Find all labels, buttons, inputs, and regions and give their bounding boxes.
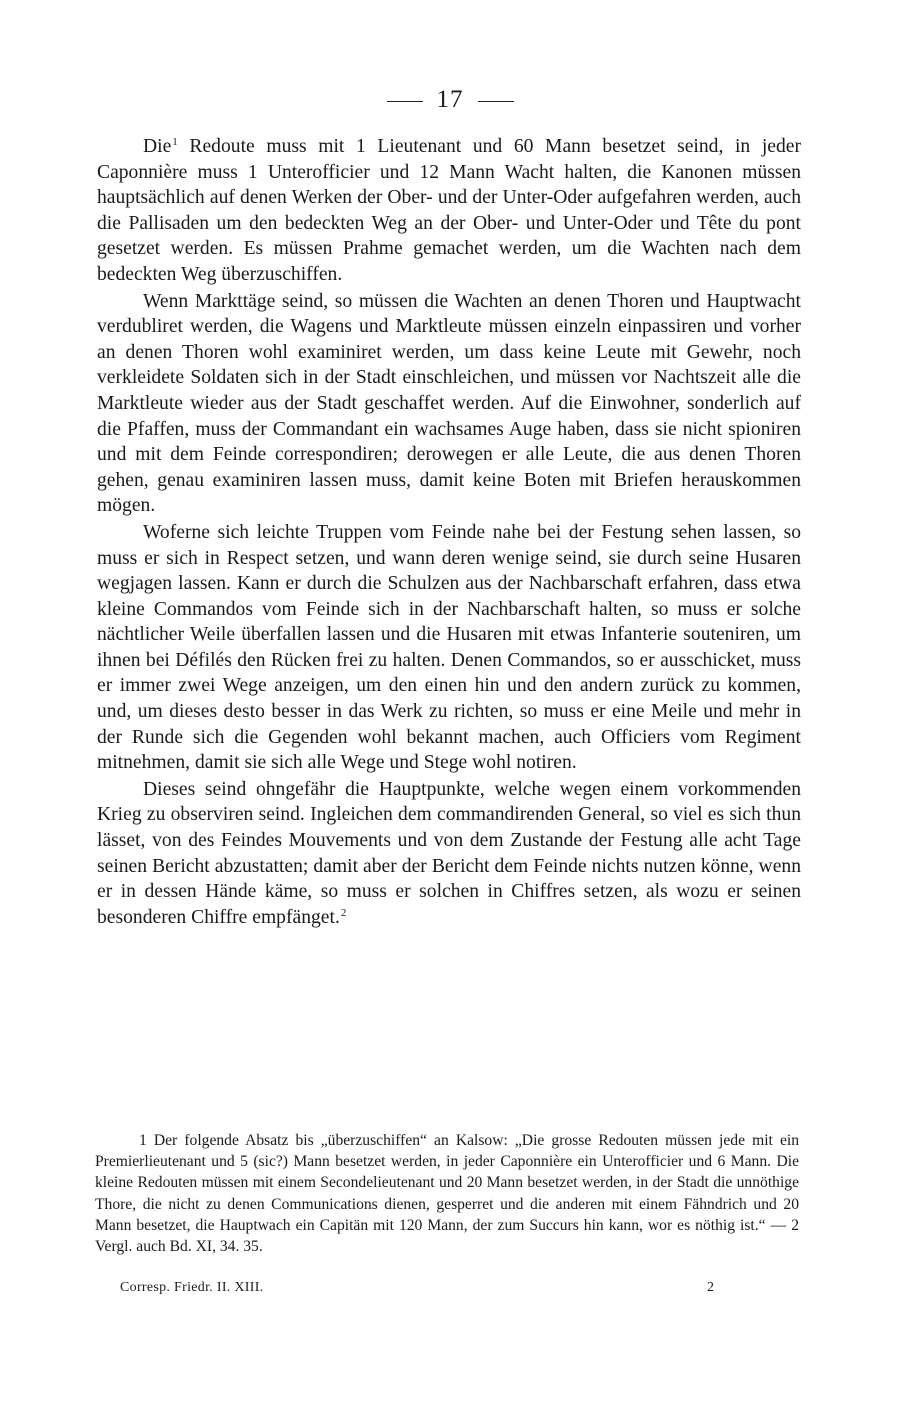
printer-signature: Corresp. Friedr. II. XIII. [120, 1280, 264, 1295]
paragraph-1-text: Redoute muss mit 1 Lieutenant und 60 Mann besetzet seind, in jeder Caponnière muss 1 Unterofficier und 12 Mann Wacht halten, die Kanonen müssen hauptsächlich auf denen Werken der Ober- und der Unter-Oder aufgefahren werden, auch die Pallisaden um den bedeckten Weg an der Ober- und Unter-Oder und Tête du pont gesetzet werden. Es müssen Prahme gemachet werden, um die Wachten nach dem bedeckten Weg überzuschiffen. [97, 136, 801, 285]
main-text [97, 134, 801, 930]
paragraph-1-lead: Die [143, 136, 172, 157]
footnote-marker-2: 2 [340, 906, 347, 919]
paragraph-1 [97, 134, 801, 288]
paragraph-4-text: Dieses seind ohngefähr die Hauptpunkte, welche wegen einem vorkommenden Krieg zu observiren seind. Ingleichen dem commandirenden General, so viel es sich thun lässet, von des Feindes Mouvements und von dem Zustande der Festung alle acht Tage seinen Bericht abzustatten; damit aber der Bericht dem Feinde nichts nutzen könne, wenn er in dessen Hände käme, so muss er solchen in Chiffres setzen, als wozu er seinen besonderen Chiffre empfänget. [97, 778, 801, 928]
paragraph-4 [97, 777, 801, 931]
paragraph-2: Wenn Markttäge seind, so müssen die Wachten an denen Thoren und Hauptwacht verdubliret werden, die Wagens und Marktleute müssen einzeln einpassiren und vorher an denen Thoren wohl examiniret werden, um dass keine Leute mit Gewehr, noch verkleidete Soldaten sich in der Stadt einschleichen, und müssen vor Nachtszeit alle die Marktleute wieder aus der Stadt geschaffet werden. Auf die Einwohner, sonderlich auf die Pfaffen, muss der Commandant ein wachsames Auge haben, dass sie nicht spioniren und mit dem Feinde correspondiren; derowegen er alle Leute, die aus denen Thoren gehen, genau examiniren lassen muss, damit keine Boten mit Briefen herauskommen mögen. [97, 290, 801, 517]
page-header [0, 86, 900, 114]
header-rule-left [387, 101, 423, 102]
page-footer [120, 1280, 714, 1296]
footnotes [95, 1130, 799, 1257]
sheet-number: 2 [707, 1280, 714, 1295]
footnote-text: 1 Der folgende Absatz bis „überzuschiffen“ an Kalsow: „Die grosse Redouten müssen jede mit ein Premierlieutenant und 5 (sic?) Mann besetzet werden, in jeder Caponnière ein Unterofficier und 6 Mann. Die kleine Redouten müssen mit einem Secondelieutenant und 20 Mann besetzet werden, in der Stadt die unnöthige Thore, die nicht zu denen Communications dienen, gesperret und die anderen mit einem Fähndrich und 20 Mann besetzet, die Hauptwach ein Capitän mit 120 Mann, der zum Succurs hin kann, wor es nöthig ist.“ — 2 Vergl. auch Bd. XI, 34. 35. [95, 1132, 799, 1256]
header-rule-right [478, 101, 514, 102]
page-number: 17 [436, 86, 464, 113]
footnote-marker-1: 1 [172, 136, 178, 148]
paragraph-3: Woferne sich leichte Truppen vom Feinde nahe bei der Festung sehen lassen, so muss er sich in Respect setzen, und wann deren wenige seind, sie durch seine Husaren wegjagen lassen. Kann er durch die Schulzen aus der Nachbarschaft erfahren, dass etwa kleine Commandos vom Feinde sich in der Nachbarschaft halten, so muss er solche nächtlicher Weile überfallen lassen und die Husaren mit etwas Infanterie souteniren, um ihnen bei Défilés den Rücken frei zu halten. Denen Commandos, so er ausschicket, muss er immer zwei Wege anzeigen, um den einen hin und den andern zurück zu kommen, und, um dieses desto besser in das Werk zu richten, so muss er eine Meile und mehr in der Runde sich die Gegenden wohl bekannt machen, auch Officiers vom Regiment mitnehmen, damit sie sich alle Wege und Stege wohl notiren. [97, 521, 801, 774]
